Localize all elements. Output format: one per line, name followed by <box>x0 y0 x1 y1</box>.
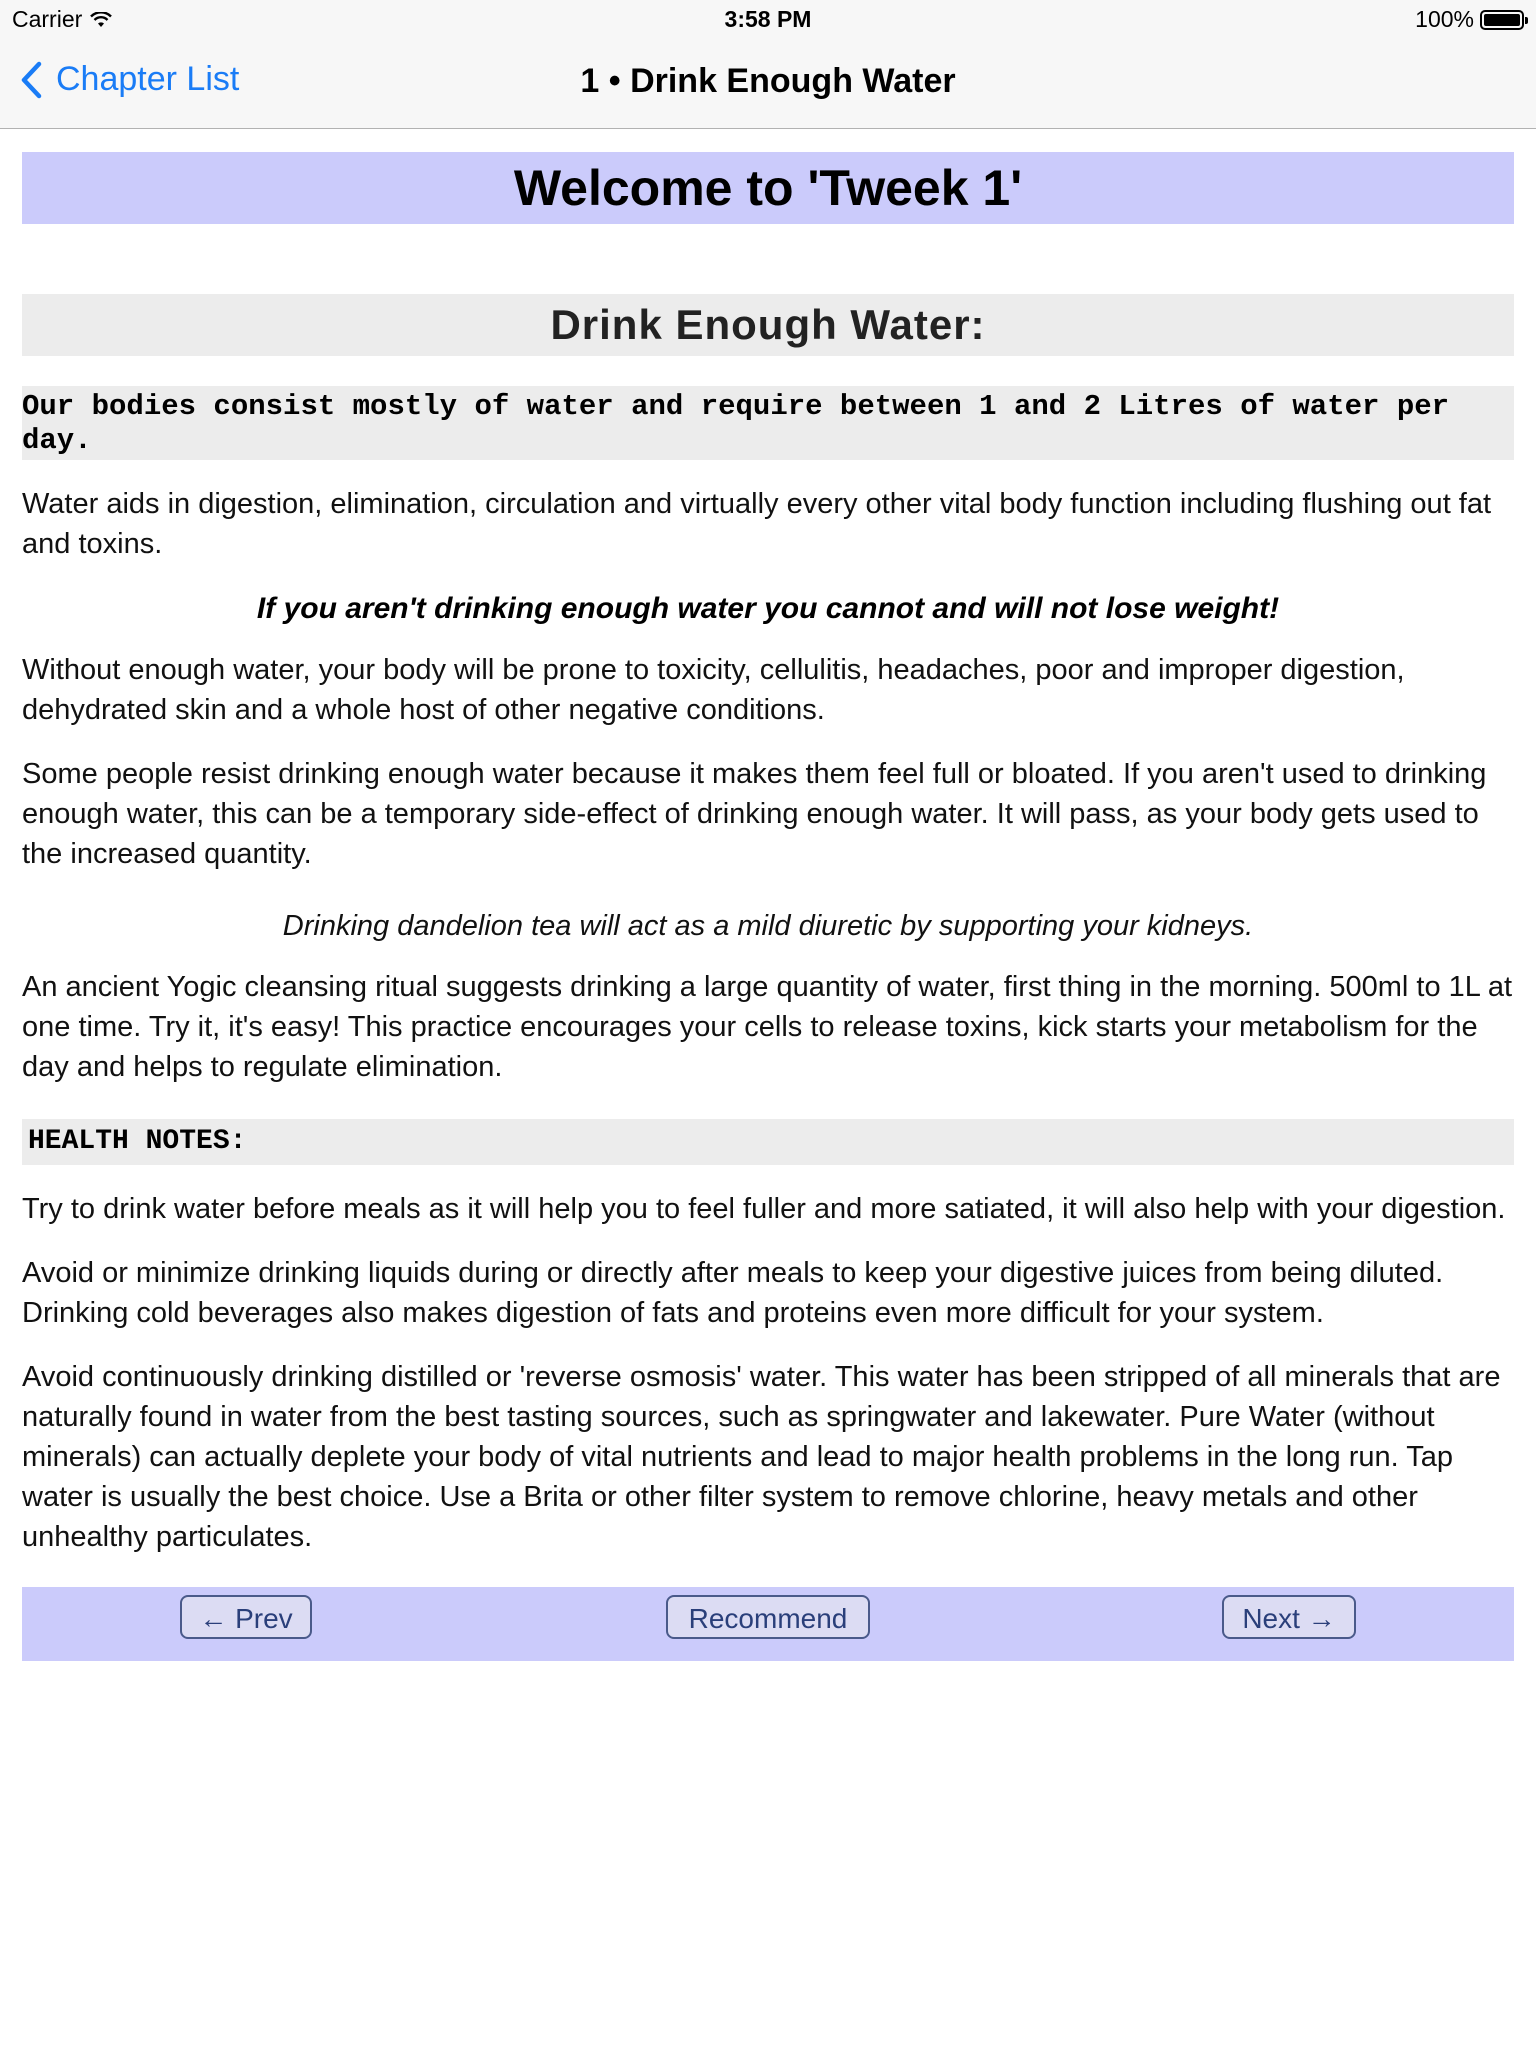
health-note-distilled-water: Avoid continuously drinking distilled or 'reverse osmosis' water. This water has been stripped of all minerals that are naturally found in water from the best tasting sources, such as springwater and lakewater. Pure Water (without minerals) can actually deplete your body of vital nutrients and lead to major health problems in the long run. Tap water is usually the best choice. Use a Brita or other filter system to remove chlorine, heavy metals and other unhealthy particulates. <box>22 1361 1501 1553</box>
emphasis-weight: If you aren't drinking enough water you cannot and will not lose weight! <box>256 592 1280 625</box>
back-label: Chapter List <box>56 60 240 98</box>
page-title: 1 • Drink Enough Water <box>580 62 956 100</box>
status-time: 3:58 PM <box>724 6 812 32</box>
battery-group <box>1415 6 1524 33</box>
paragraph-yogic-ritual: An ancient Yogic cleansing ritual suggests drinking a large quantity of water, first thing in the morning. 500ml to 1L at one time. Try it, it's easy! This practice encourages your cells to release toxins, kick starts your metabolism for the day and helps to regulate elimination. <box>22 971 1513 1083</box>
chapter-footer <box>22 1587 1514 1661</box>
paragraph-toxicity: Without enough water, your body will be prone to toxicity, cellulitis, headaches, poor and improper digestion, dehydrated skin and a whole host of other negative conditions. <box>22 654 1405 726</box>
paragraph-bloating: Some people resist drinking enough water because it makes them feel full or bloated. If you aren't used to drinking enough water, this can be a temporary side-effect of drinking enough water. It will pass, as your body gets used to the increased quantity. <box>22 758 1487 870</box>
battery-icon <box>1480 10 1524 30</box>
emphasis-dandelion-tea: Drinking dandelion tea will act as a mild diuretic by supporting your kidneys. <box>282 910 1254 942</box>
next-button[interactable]: Next → <box>1222 1595 1356 1639</box>
health-notes-heading: HEALTH NOTES: <box>22 1119 1514 1165</box>
battery-percent: 100% <box>1415 6 1474 32</box>
carrier-label: Carrier <box>12 6 83 32</box>
prev-button[interactable]: ← Prev <box>180 1595 312 1639</box>
recommend-button[interactable]: Recommend <box>666 1595 870 1639</box>
welcome-banner: Welcome to 'Tweek 1' <box>22 152 1514 224</box>
section-heading: Drink Enough Water: <box>22 294 1514 356</box>
article-content <box>22 152 1514 1661</box>
status-bar <box>0 0 1536 40</box>
lead-statement: Our bodies consist mostly of water and require between 1 and 2 Litres of water per day. <box>22 386 1514 460</box>
paragraph-digestion: Water aids in digestion, elimination, circulation and virtually every other vital body function including flushing out fat and toxins. <box>22 488 1492 560</box>
health-note-before-meals: Try to drink water before meals as it will help you to feel fuller and more satiated, it will also help with your digestion. <box>22 1193 1506 1225</box>
navigation-bar <box>0 40 1536 129</box>
health-note-during-meals: Avoid or minimize drinking liquids during or directly after meals to keep your digestive juices from being diluted. Drinking cold beverages also makes digestion of fats and proteins even more difficult for your system. <box>22 1257 1444 1329</box>
